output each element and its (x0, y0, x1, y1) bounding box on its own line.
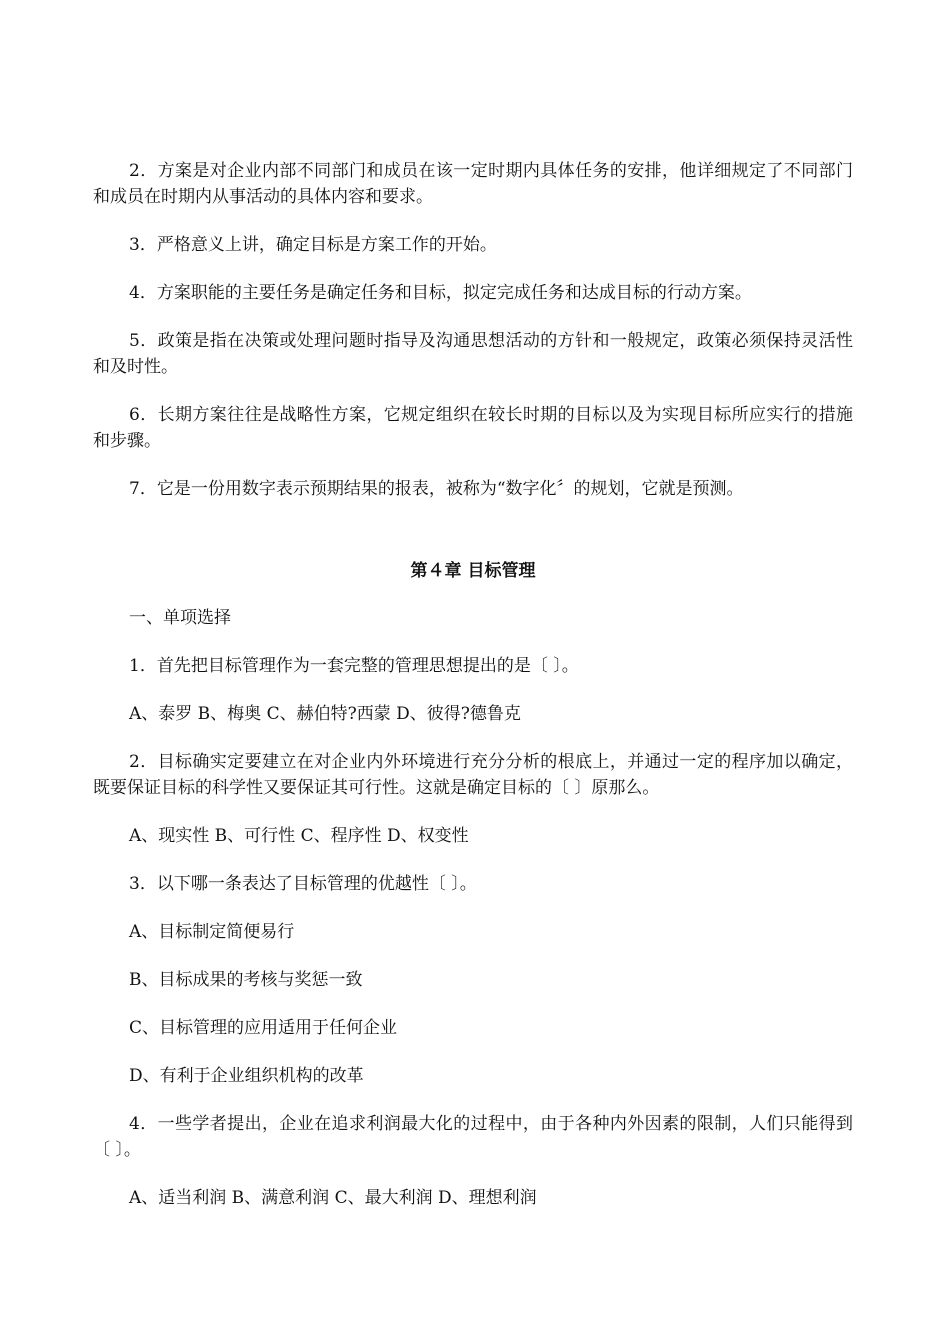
question-3-option-b: B、目标成果的考核与奖惩一致 (129, 970, 363, 990)
judgment-item-6: 6．长期方案往往是战略性方案，它规定组织在较长时期的目标以及为实现目标所应实行的措施和步骤。 (93, 405, 853, 451)
judgment-item-2: 2．方案是对企业内部不同部门和成员在该一定时期内具体任务的安排，他详细规定了不同部门和成员在时期内从事活动的具体内容和要求。 (93, 161, 853, 207)
judgment-item-3: 3．严格意义上讲，确定目标是方案工作的开始。 (129, 235, 497, 255)
document-page (93, 158, 853, 1233)
question-2-options: A、现实性 B、可行性 C、程序性 D、权变性 (129, 826, 469, 846)
section-title: 一、单项选择 (129, 608, 231, 628)
question-3-option-d: D、有利于企业组织机构的改革 (129, 1066, 364, 1086)
question-4: 4．一些学者提出，企业在追求利润最大化的过程中，由于各种内外因素的限制，人们只能得到〔 〕。 (93, 1114, 853, 1160)
judgment-item-7: 7．它是一份用数字表示预期结果的报表，被称为“数字化〞的规划，它就是预测。 (129, 479, 744, 499)
question-3-option-a: A、目标制定简便易行 (129, 922, 295, 942)
judgment-item-5: 5．政策是指在决策或处理问题时指导及沟通思想活动的方针和一般规定，政策必须保持灵活性和及时性。 (93, 331, 853, 377)
question-3-option-c: C、目标管理的应用适用于任何企业 (129, 1018, 398, 1038)
question-1-options: A、泰罗 B、梅奥 C、赫伯特?西蒙 D、彼得?德鲁克 (129, 704, 521, 724)
judgment-item-4: 4．方案职能的主要任务是确定任务和目标，拟定完成任务和达成目标的行动方案。 (129, 283, 752, 303)
question-1: 1．首先把目标管理作为一套完整的管理思想提出的是〔 〕。 (129, 656, 579, 676)
question-4-options: A、适当利润 B、满意利润 C、最大利润 D、理想利润 (129, 1188, 537, 1208)
question-3: 3．以下哪一条表达了目标管理的优越性〔 〕。 (129, 874, 477, 894)
chapter-title: 第４章 目标管理 (410, 561, 536, 581)
question-2: 2．目标确实定要建立在对企业内外环境进行充分分析的根底上，并通过一定的程序加以确定，既要保证目标的科学性又要保证其可行性。这就是确定目标的〔 〕原那么。 (93, 752, 853, 798)
